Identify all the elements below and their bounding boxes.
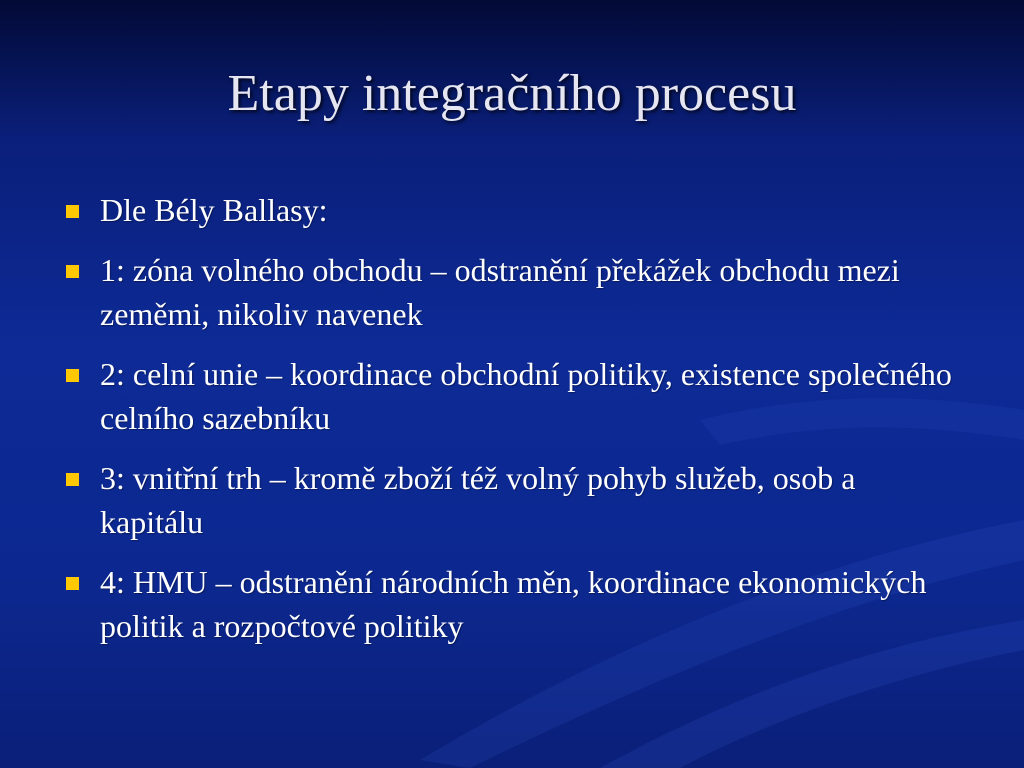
bullet-item xyxy=(60,248,960,336)
slide-title: Etapy integračního procesu xyxy=(227,65,797,122)
bullet-item xyxy=(60,456,960,544)
square-bullet-icon xyxy=(66,577,79,590)
bullet-item xyxy=(60,560,960,648)
square-bullet-icon xyxy=(66,205,79,218)
bullet-text: 4: HMU – odstranění národních měn, koordinace ekonomických politik a rozpočtové politiky xyxy=(100,564,927,644)
bullet-item xyxy=(60,352,960,440)
bullet-text: 3: vnitřní trh – kromě zboží též volný pohyb služeb, osob a kapitálu xyxy=(100,460,856,540)
bullet-text: Dle Bély Ballasy: xyxy=(100,192,328,228)
square-bullet-icon xyxy=(66,369,79,382)
bullet-text: 2: celní unie – koordinace obchodní politiky, existence společného celního sazebníku xyxy=(100,356,952,436)
square-bullet-icon xyxy=(66,473,79,486)
square-bullet-icon xyxy=(66,265,79,278)
bullet-item xyxy=(60,188,960,232)
bullet-text: 1: zóna volného obchodu – odstranění překážek obchodu mezi zeměmi, nikoliv navenek xyxy=(100,252,900,332)
bullet-list xyxy=(60,188,960,664)
